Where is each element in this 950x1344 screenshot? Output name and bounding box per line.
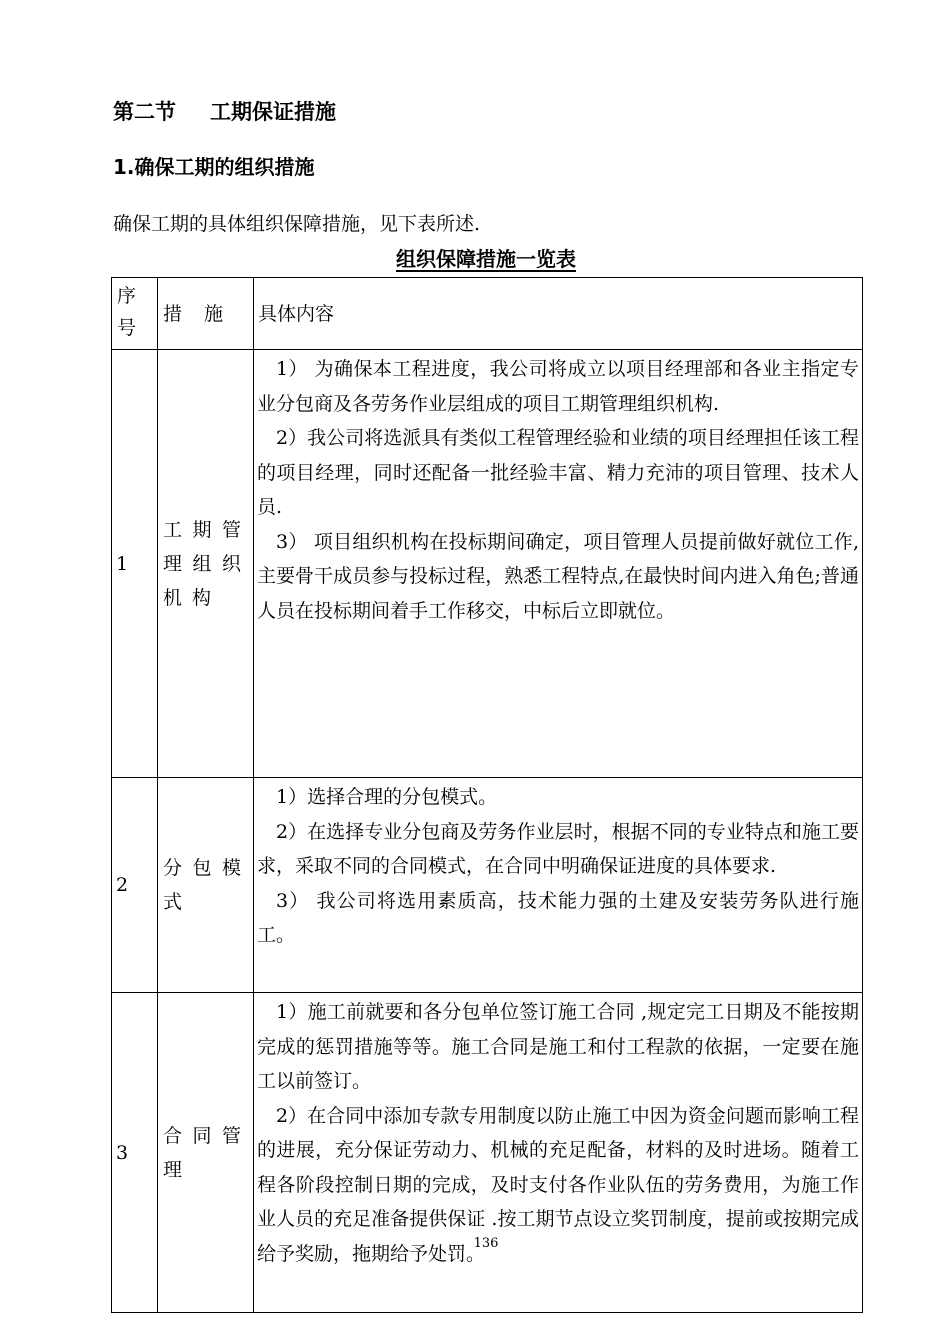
row-content — [254, 778, 863, 993]
row-number: 3 — [112, 993, 158, 1313]
intro-paragraph: 确保工期的具体组织保障措施，见下表所述. — [113, 213, 481, 235]
table-row — [112, 350, 863, 778]
content-item: 3） 项目组织机构在投标期间确定，项目管理人员提前做好就位工作,主要骨干成员参与投标过程，熟悉工程特点,在最快时间内进入角色;普通人员在投标期间着手工作移交，中标后立即就位。 — [257, 530, 859, 622]
row-measure: 分包模式 — [158, 778, 254, 993]
content-item: 1）施工前就要和各分包单位签订施工合同 ,规定完工日期及不能按期完成的惩罚措施等等。施工合同是施工和付工程款的依据，一定要在施工以前签订。 — [257, 1001, 859, 1092]
header-no: 序号 — [112, 278, 158, 350]
subsection-heading: 1.确保工期的组织措施 — [113, 155, 315, 179]
header-content: 具体内容 — [254, 278, 863, 350]
row-number: 2 — [112, 778, 158, 993]
row-measure: 合同管理 — [158, 993, 254, 1313]
table-caption — [0, 243, 950, 275]
header-measure: 措 施 — [158, 278, 254, 350]
table-row — [112, 993, 863, 1313]
table-caption-text: 组织保障措施一览表 — [396, 247, 576, 271]
measures-table — [111, 277, 863, 1313]
content-item: 2）我公司将选派具有类似工程管理经验和业绩的项目经理担任该工程的项目经理，同时还配备一批经验丰富、精力充沛的项目管理、技术人员. — [257, 427, 859, 518]
page-number: 136 — [473, 1236, 499, 1251]
section-heading — [113, 96, 336, 128]
row-number: 1 — [112, 350, 158, 778]
table-row — [112, 778, 863, 993]
content-item: 2）在选择专业分包商及劳务作业层时，根据不同的专业特点和施工要求，采取不同的合同模式，在合同中明确保证进度的具体要求. — [257, 820, 859, 877]
table-header-row — [112, 278, 863, 350]
row-content — [254, 993, 863, 1313]
content-item: 1） 为确保本工程进度，我公司将成立以项目经理部和各业主指定专业分包商及各劳务作业层组成的项目工期管理组织机构. — [257, 358, 859, 415]
content-item: 3） 我公司将选用素质高，技术能力强的土建及安装劳务队进行施工。 — [257, 889, 859, 946]
section-label: 第二节 — [113, 100, 176, 124]
section-title: 工期保证措施 — [210, 100, 336, 124]
content-item: 2）在合同中添加专款专用制度以防止施工中因为资金问题而影响工程的进展，充分保证劳动力、机械的充足配备，材料的及时进场。随着工程各阶段控制日期的完成，及时支付各作业队伍的劳务费用，为施工作业人员的充足准备提供保证 .按工期节点设立奖罚制度，提前或按期完成给予奖励，拖期给予处罚。 — [257, 1104, 859, 1265]
row-measure: 工期管理组织机构 — [158, 350, 254, 778]
content-item: 1）选择合理的分包模式。 — [276, 786, 498, 808]
row-content — [254, 350, 863, 778]
